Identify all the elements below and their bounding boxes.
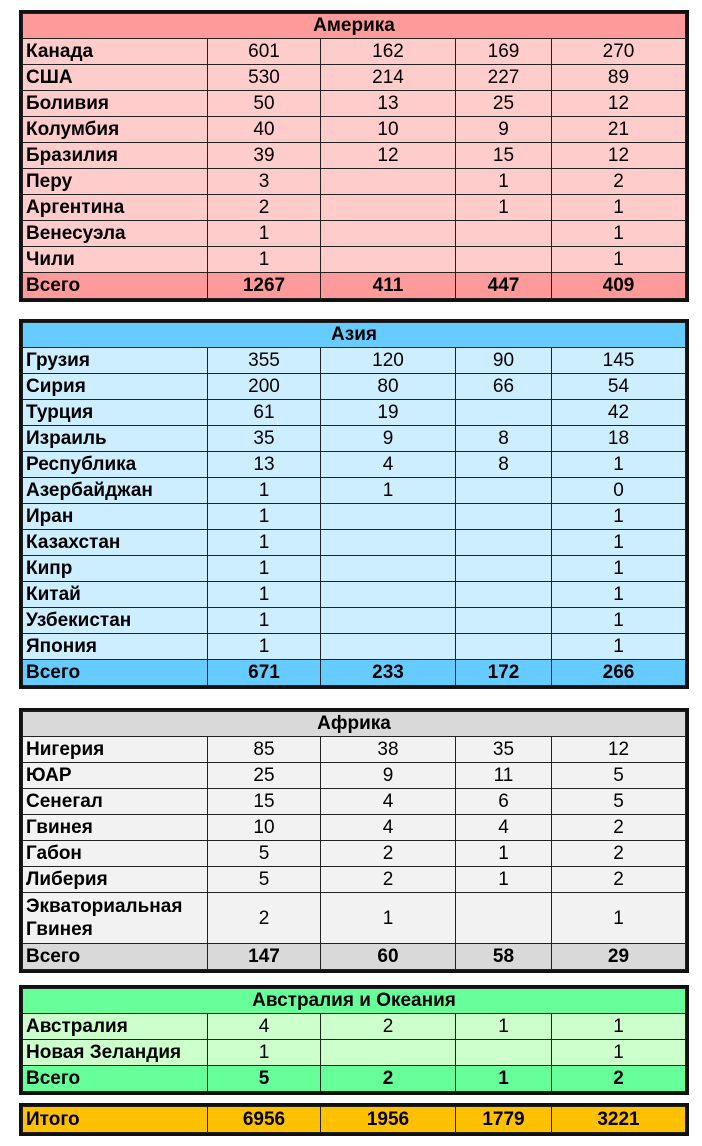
value-cell	[456, 400, 552, 426]
total-value: 172	[456, 660, 552, 686]
grand-total-value: 3221	[552, 1107, 686, 1133]
value-cell: 5	[552, 789, 686, 815]
grand-total-value: 6956	[208, 1107, 321, 1133]
country-name: Нигерия	[23, 737, 208, 763]
value-cell	[321, 530, 456, 556]
region-table	[22, 988, 686, 1092]
total-value: 2	[552, 1066, 686, 1092]
table-row	[23, 841, 686, 867]
total-value: 1267	[208, 273, 321, 299]
table-row	[23, 608, 686, 634]
total-value: 233	[321, 660, 456, 686]
value-cell	[321, 221, 456, 247]
value-cell: 12	[552, 737, 686, 763]
value-cell	[321, 556, 456, 582]
total-value: 58	[456, 944, 552, 970]
country-name: Израиль	[23, 426, 208, 452]
total-value: 447	[456, 273, 552, 299]
value-cell: 9	[321, 426, 456, 452]
total-value: 671	[208, 660, 321, 686]
value-cell: 1	[208, 608, 321, 634]
value-cell: 89	[552, 65, 686, 91]
value-cell: 18	[552, 426, 686, 452]
value-cell: 0	[552, 478, 686, 504]
value-cell: 1	[456, 1014, 552, 1040]
value-cell	[456, 556, 552, 582]
value-cell: 1	[456, 169, 552, 195]
value-cell: 5	[552, 763, 686, 789]
value-cell: 1	[552, 893, 686, 944]
value-cell: 1	[208, 530, 321, 556]
value-cell: 61	[208, 400, 321, 426]
value-cell: 5	[208, 841, 321, 867]
table-row	[23, 247, 686, 273]
value-cell: 1	[552, 1014, 686, 1040]
value-cell	[456, 634, 552, 660]
country-name: Бразилия	[23, 143, 208, 169]
country-name: Венесуэла	[23, 221, 208, 247]
value-cell: 4	[321, 452, 456, 478]
value-cell: 4	[456, 815, 552, 841]
value-cell: 169	[456, 39, 552, 65]
value-cell: 145	[552, 348, 686, 374]
country-name: ЮАР	[23, 763, 208, 789]
value-cell: 2	[552, 867, 686, 893]
total-value: 147	[208, 944, 321, 970]
table-row	[23, 117, 686, 143]
section-header-row	[23, 14, 686, 39]
table-row	[23, 867, 686, 893]
grand-total-value: 1956	[321, 1107, 456, 1133]
value-cell: 10	[321, 117, 456, 143]
total-label: Всего	[23, 660, 208, 686]
table-row	[23, 143, 686, 169]
value-cell: 85	[208, 737, 321, 763]
value-cell: 4	[321, 789, 456, 815]
country-name: Колумбия	[23, 117, 208, 143]
table-row	[23, 789, 686, 815]
country-name: Сенегал	[23, 789, 208, 815]
value-cell: 2	[208, 893, 321, 944]
value-cell: 530	[208, 65, 321, 91]
value-cell	[456, 530, 552, 556]
country-name: Гвинея	[23, 815, 208, 841]
value-cell: 1	[208, 556, 321, 582]
table-row	[23, 530, 686, 556]
value-cell: 15	[208, 789, 321, 815]
total-value: 60	[321, 944, 456, 970]
value-cell: 1	[456, 867, 552, 893]
value-cell: 66	[456, 374, 552, 400]
value-cell: 10	[208, 815, 321, 841]
total-row	[23, 944, 686, 970]
value-cell: 39	[208, 143, 321, 169]
table-row	[23, 478, 686, 504]
value-cell: 1	[208, 504, 321, 530]
value-cell	[456, 582, 552, 608]
value-cell: 1	[552, 1040, 686, 1066]
value-cell: 35	[456, 737, 552, 763]
value-cell	[456, 247, 552, 273]
value-cell: 1	[552, 221, 686, 247]
table-row	[23, 374, 686, 400]
table-row	[23, 893, 686, 944]
value-cell	[321, 608, 456, 634]
grand-total-table	[22, 1106, 686, 1133]
table-row	[23, 815, 686, 841]
value-cell: 1	[321, 893, 456, 944]
country-name: Чили	[23, 247, 208, 273]
value-cell: 1	[208, 221, 321, 247]
value-cell: 8	[456, 452, 552, 478]
table-row	[23, 221, 686, 247]
country-name: Габон	[23, 841, 208, 867]
value-cell	[456, 478, 552, 504]
section-title: Азия	[23, 323, 686, 348]
value-cell: 1	[208, 634, 321, 660]
value-cell	[321, 169, 456, 195]
value-cell: 1	[552, 608, 686, 634]
table-row	[23, 39, 686, 65]
country-name: Казахстан	[23, 530, 208, 556]
value-cell: 38	[321, 737, 456, 763]
value-cell: 35	[208, 426, 321, 452]
total-label: Всего	[23, 273, 208, 299]
value-cell	[321, 195, 456, 221]
table-row	[23, 556, 686, 582]
country-name: Узбекистан	[23, 608, 208, 634]
value-cell: 54	[552, 374, 686, 400]
value-cell	[321, 634, 456, 660]
table-row	[23, 582, 686, 608]
value-cell: 9	[456, 117, 552, 143]
value-cell: 21	[552, 117, 686, 143]
country-name: Боливия	[23, 91, 208, 117]
table-row	[23, 1040, 686, 1066]
value-cell: 2	[208, 195, 321, 221]
value-cell: 9	[321, 763, 456, 789]
total-value: 409	[552, 273, 686, 299]
value-cell: 1	[456, 195, 552, 221]
value-cell: 227	[456, 65, 552, 91]
table-row	[23, 737, 686, 763]
total-value: 411	[321, 273, 456, 299]
value-cell	[321, 1040, 456, 1066]
value-cell: 1	[208, 582, 321, 608]
country-name: Грузия	[23, 348, 208, 374]
value-cell: 1	[456, 841, 552, 867]
value-cell	[456, 221, 552, 247]
value-cell: 4	[208, 1014, 321, 1040]
value-cell: 1	[208, 1040, 321, 1066]
country-name: Китай	[23, 582, 208, 608]
section-africa	[19, 708, 689, 973]
region-table	[22, 13, 686, 299]
country-name: США	[23, 65, 208, 91]
section-title: Америка	[23, 14, 686, 39]
value-cell: 2	[321, 1014, 456, 1040]
table-row	[23, 348, 686, 374]
value-cell: 1	[208, 478, 321, 504]
value-cell: 40	[208, 117, 321, 143]
grand-total-block	[19, 1103, 689, 1136]
value-cell: 1	[208, 247, 321, 273]
value-cell: 12	[321, 143, 456, 169]
value-cell: 1	[552, 556, 686, 582]
value-cell: 162	[321, 39, 456, 65]
total-row	[23, 273, 686, 299]
country-name: Либерия	[23, 867, 208, 893]
table-row	[23, 504, 686, 530]
grand-total-row	[23, 1107, 686, 1133]
total-row	[23, 1066, 686, 1092]
region-table	[22, 322, 686, 686]
value-cell: 2	[552, 169, 686, 195]
grand-total-value: 1779	[456, 1107, 552, 1133]
value-cell: 13	[208, 452, 321, 478]
country-name: Экваториальная Гвинея	[23, 893, 208, 944]
value-cell	[321, 247, 456, 273]
value-cell: 1	[552, 195, 686, 221]
value-cell: 90	[456, 348, 552, 374]
value-cell	[321, 582, 456, 608]
section-oceania	[19, 985, 689, 1095]
value-cell: 13	[321, 91, 456, 117]
country-name: Турция	[23, 400, 208, 426]
value-cell: 5	[208, 867, 321, 893]
value-cell	[321, 504, 456, 530]
value-cell: 2	[552, 815, 686, 841]
value-cell: 120	[321, 348, 456, 374]
section-asia	[19, 319, 689, 689]
country-name: Канада	[23, 39, 208, 65]
section-title: Африка	[23, 712, 686, 737]
value-cell: 1	[321, 478, 456, 504]
total-label: Всего	[23, 1066, 208, 1092]
value-cell: 1	[552, 247, 686, 273]
value-cell: 25	[456, 91, 552, 117]
value-cell: 11	[456, 763, 552, 789]
value-cell: 42	[552, 400, 686, 426]
region-table	[22, 711, 686, 970]
table-row	[23, 195, 686, 221]
section-title: Австралия и Океания	[23, 989, 686, 1014]
value-cell	[456, 1040, 552, 1066]
value-cell: 2	[321, 867, 456, 893]
total-label: Всего	[23, 944, 208, 970]
table-row	[23, 452, 686, 478]
country-name: Перу	[23, 169, 208, 195]
country-name: Сирия	[23, 374, 208, 400]
country-name: Республика	[23, 452, 208, 478]
value-cell: 3	[208, 169, 321, 195]
section-america	[19, 10, 689, 302]
total-value: 2	[321, 1066, 456, 1092]
country-name: Аргентина	[23, 195, 208, 221]
value-cell: 15	[456, 143, 552, 169]
table-row	[23, 426, 686, 452]
value-cell: 1	[552, 530, 686, 556]
value-cell: 1	[552, 634, 686, 660]
table-row	[23, 634, 686, 660]
value-cell: 355	[208, 348, 321, 374]
section-header-row	[23, 712, 686, 737]
value-cell: 12	[552, 143, 686, 169]
total-row	[23, 660, 686, 686]
value-cell: 2	[321, 841, 456, 867]
value-cell: 214	[321, 65, 456, 91]
value-cell: 12	[552, 91, 686, 117]
total-value: 29	[552, 944, 686, 970]
value-cell: 1	[552, 504, 686, 530]
section-header-row	[23, 323, 686, 348]
value-cell: 6	[456, 789, 552, 815]
value-cell: 1	[552, 452, 686, 478]
value-cell	[456, 608, 552, 634]
table-row	[23, 65, 686, 91]
value-cell: 4	[321, 815, 456, 841]
value-cell: 8	[456, 426, 552, 452]
value-cell: 601	[208, 39, 321, 65]
table-row	[23, 763, 686, 789]
total-value: 5	[208, 1066, 321, 1092]
grand-total-label: Итого	[23, 1107, 208, 1133]
value-cell	[456, 504, 552, 530]
table-row	[23, 1014, 686, 1040]
value-cell: 25	[208, 763, 321, 789]
total-value: 266	[552, 660, 686, 686]
table-row	[23, 91, 686, 117]
section-header-row	[23, 989, 686, 1014]
table-row	[23, 400, 686, 426]
country-name: Новая Зеландия	[23, 1040, 208, 1066]
country-name: Кипр	[23, 556, 208, 582]
country-name: Австралия	[23, 1014, 208, 1040]
value-cell: 2	[552, 841, 686, 867]
value-cell: 270	[552, 39, 686, 65]
country-name: Азербайджан	[23, 478, 208, 504]
total-value: 1	[456, 1066, 552, 1092]
value-cell: 80	[321, 374, 456, 400]
country-name: Япония	[23, 634, 208, 660]
value-cell: 19	[321, 400, 456, 426]
value-cell: 200	[208, 374, 321, 400]
value-cell	[456, 893, 552, 944]
value-cell: 1	[552, 582, 686, 608]
country-name: Иран	[23, 504, 208, 530]
table-row	[23, 169, 686, 195]
value-cell: 50	[208, 91, 321, 117]
